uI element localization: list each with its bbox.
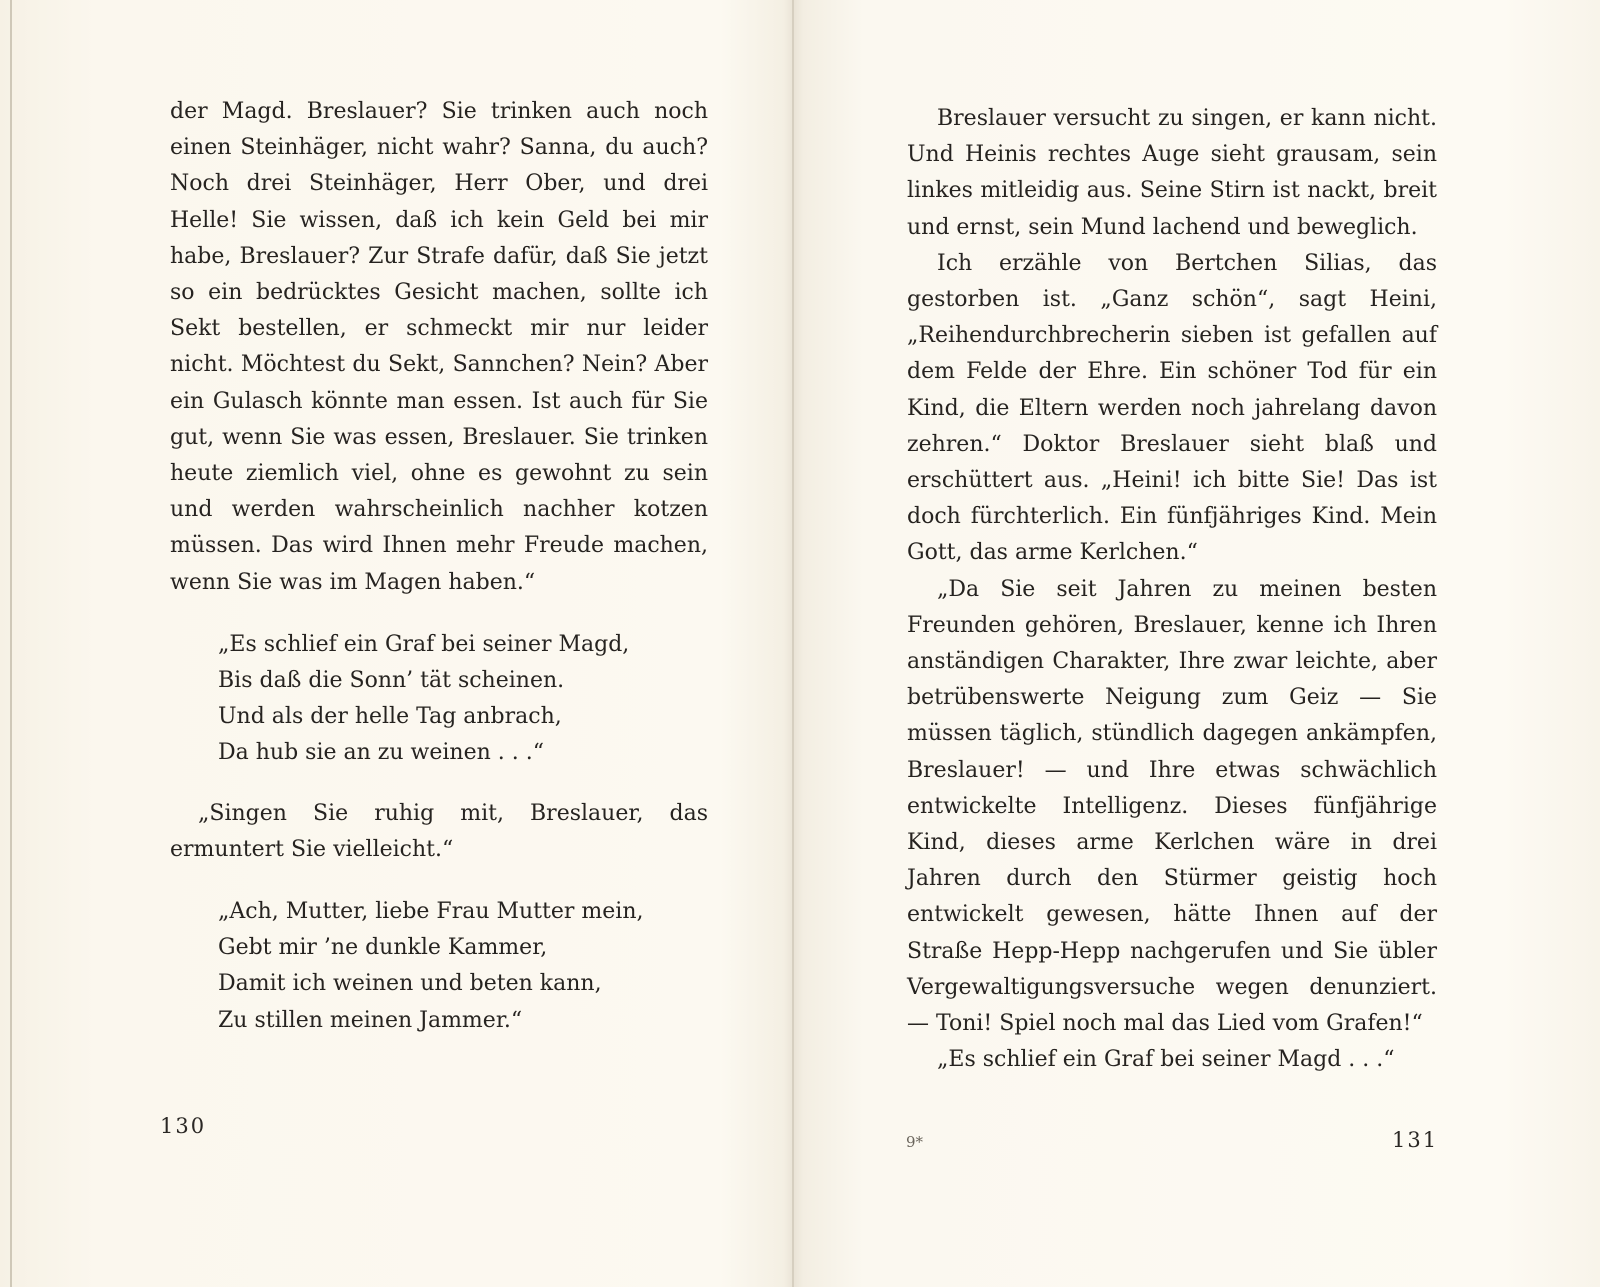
- right-paragraph-3: „Da Sie seit Jahren zu meinen besten Freunden gehören, Breslauer, kenne ich Ihren anständigen Charakter, Ihre zwar leichte, aber betrübenswerte Neigung zum Geiz — Sie müssen täglich, stündlich dagegen ankämpfen, Breslauer! — und Ihre etwas schwächlich entwickelte Intelligenz. Dieses fünfjährige Kind, dieses arme Kerlchen wäre in drei Jahren durch den Stürmer geistig hoch entwickelt gewesen, hätte Ihnen auf der Straße Hepp-Hepp nachgerufen und Sie übler Vergewaltigungsversuche wegen denunziert. — Toni! Spiel noch mal das Lied vom Grafen!“: [907, 576, 1437, 1037]
- right-page-number: 131: [1392, 1128, 1439, 1152]
- left-page-text: [170, 94, 708, 1063]
- verse-line: Damit ich weinen und beten kann,: [218, 971, 602, 997]
- right-paragraph-2: Ich erzähle von Bertchen Silias, das gestorben ist. „Ganz schön“, sagt Heini, „Reihendurchbrecherin sieben ist gefallen auf dem Felde der Ehre. Ein schöner Tod für ein Kind, die Eltern werden noch jahrelang davon zehren.“ Doktor Breslauer sieht blaß und erschüttert aus. „Heini! ich bitte Sie! Das ist doch fürchterlich. Ein fünfjähriges Kind. Mein Gott, das arme Kerlchen.“: [907, 250, 1437, 566]
- left-verse-2: [218, 894, 708, 1039]
- left-paragraph-1: der Magd. Breslauer? Sie trinken auch noch einen Steinhäger, nicht wahr? Sanna, du auch? Noch drei Steinhäger, Herr Ober, und drei Helle! Sie wissen, daß ich kein Geld bei mir habe, Breslauer? Zur Strafe dafür, daß Sie jetzt so ein bedrücktes Gesicht machen, sollte ich Sekt bestellen, er schmeckt mir nur leider nicht. Möchtest du Sekt, Sannchen? Nein? Aber ein Gulasch könnte man essen. Ist auch für Sie gut, wenn Sie was essen, Breslauer. Sie trinken heute ziemlich viel, ohne es gewohnt zu sein und werden wahrscheinlich nachher kotzen müssen. Das wird Ihnen mehr Freude machen, wenn Sie was im Magen haben.“: [170, 99, 708, 595]
- verse-line: Und als der helle Tag anbrach,: [218, 704, 562, 730]
- verse-line: Da hub sie an zu weinen . . .“: [218, 740, 544, 766]
- right-paragraph-1: Breslauer versucht zu singen, er kann nicht. Und Heinis rechtes Auge sieht grausam, sein linkes mitleidig aus. Seine Stirn ist nackt, breit und ernst, sein Mund lachend und beweglich.: [907, 106, 1437, 240]
- right-paragraph-4: „Es schlief ein Graf bei seiner Magd . . .“: [937, 1047, 1395, 1073]
- right-page-text: [907, 101, 1437, 1078]
- verse-line: Bis daß die Sonn’ tät scheinen.: [218, 668, 565, 694]
- verse-line: „Es schlief ein Graf bei seiner Magd,: [218, 631, 630, 657]
- verse-line: Zu stillen meinen Jammer.“: [218, 1007, 523, 1033]
- left-paragraph-2: „Singen Sie ruhig mit, Breslauer, das ermuntert Sie vielleicht.“: [170, 800, 708, 862]
- left-page-number: 130: [160, 1114, 207, 1138]
- verse-line: Gebt mir ’ne dunkle Kammer,: [218, 935, 548, 961]
- verse-line: „Ach, Mutter, liebe Frau Mutter mein,: [218, 899, 644, 925]
- left-verse-1: [218, 627, 708, 772]
- signature-mark: 9*: [906, 1133, 924, 1151]
